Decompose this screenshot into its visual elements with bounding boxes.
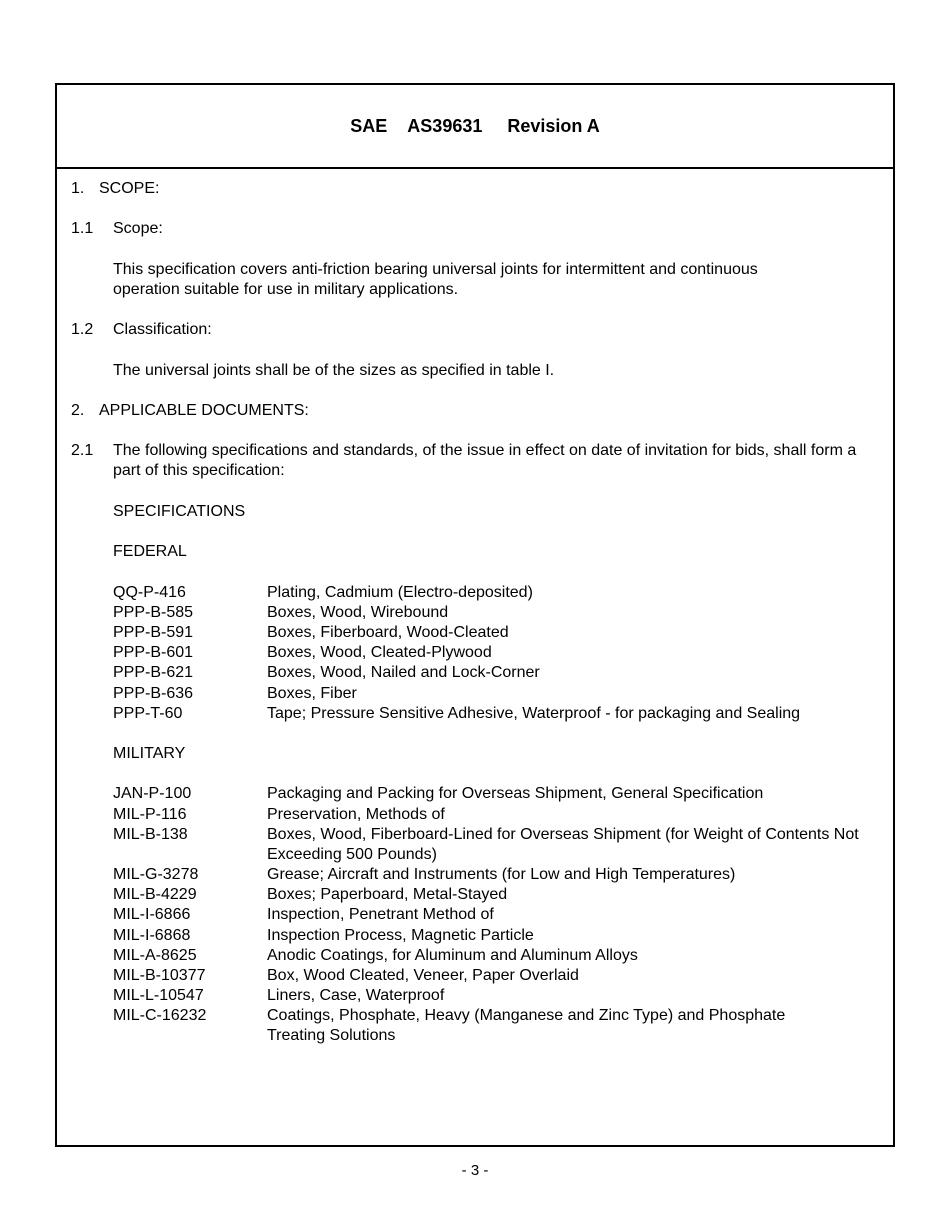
federal-title: Tape; Pressure Sensitive Adhesive, Waterproof - for packaging and Sealing (267, 705, 801, 722)
page-number: - 3 - (461, 1162, 489, 1179)
military-title: Preservation, Methods of (267, 806, 445, 823)
document-header (57, 85, 893, 169)
military-title: Inspection Process, Magnetic Particle (267, 927, 534, 944)
military-code: MIL-G-3278 (113, 866, 199, 883)
federal-code: PPP-B-636 (113, 685, 194, 702)
military-code: MIL-B-10377 (113, 967, 206, 984)
federal-title: Boxes, Wood, Nailed and Lock-Corner (267, 664, 540, 681)
section-1-1-paragraph: This specification covers anti-friction bearing universal joints for intermittent and continuous operation suitable for use in military applications. (113, 261, 758, 299)
section-2-1-number: 2.1 (71, 442, 94, 459)
military-title: Boxes; Paperboard, Metal-Stayed (267, 886, 508, 903)
header-org: SAE (350, 115, 388, 136)
federal-code: PPP-B-621 (113, 664, 194, 681)
section-1-1-title: Scope: (113, 220, 163, 237)
military-title: Inspection, Penetrant Method of (267, 906, 494, 923)
military-code: MIL-I-6866 (113, 906, 191, 923)
section-1-2-title: Classification: (113, 321, 212, 338)
federal-code: PPP-B-591 (113, 624, 194, 641)
military-code: MIL-L-10547 (113, 987, 204, 1004)
military-heading: MILITARY (113, 745, 186, 762)
federal-title: Boxes, Fiber (267, 685, 357, 702)
military-title: Packaging and Packing for Overseas Shipment, General Specification (267, 785, 764, 802)
section-1-2-paragraph: The universal joints shall be of the sizes as specified in table I. (113, 362, 555, 379)
military-title: Boxes, Wood, Fiberboard-Lined for Overseas Shipment (for Weight of Contents Not Exceeding 500 Pounds) (267, 826, 859, 864)
specifications-heading: SPECIFICATIONS (113, 503, 246, 520)
section-1-1-number: 1.1 (71, 220, 94, 237)
federal-title: Plating, Cadmium (Electro-deposited) (267, 584, 533, 601)
federal-code: PPP-B-601 (113, 644, 194, 661)
section-2-1-paragraph: The following specifications and standards, of the issue in effect on date of invitation for bids, shall form a part of this specification: (113, 442, 857, 480)
military-title: Box, Wood Cleated, Veneer, Paper Overlaid (267, 967, 579, 984)
military-code: MIL-A-8625 (113, 947, 197, 964)
federal-title: Boxes, Wood, Cleated-Plywood (267, 644, 492, 661)
section-2-number: 2. (71, 402, 85, 419)
section-1-number: 1. (71, 180, 85, 197)
header-doc-number: AS39631 (407, 115, 483, 136)
federal-code: QQ-P-416 (113, 584, 186, 601)
federal-code: PPP-T-60 (113, 705, 183, 722)
military-title: Grease; Aircraft and Instruments (for Low and High Temperatures) (267, 866, 736, 883)
military-title: Liners, Case, Waterproof (267, 987, 445, 1004)
section-1-title: SCOPE: (99, 180, 160, 197)
military-code: MIL-P-116 (113, 806, 187, 823)
military-code: MIL-B-138 (113, 826, 188, 843)
military-code: MIL-C-16232 (113, 1007, 207, 1024)
document-frame (55, 83, 895, 1147)
military-code: MIL-I-6868 (113, 927, 191, 944)
military-title: Coatings, Phosphate, Heavy (Manganese and Zinc Type) and Phosphate Treating Solutions (267, 1007, 786, 1045)
document-body (57, 169, 893, 1145)
military-code: JAN-P-100 (113, 785, 192, 802)
federal-code: PPP-B-585 (113, 604, 194, 621)
header-revision: Revision A (507, 115, 600, 136)
section-2-title: APPLICABLE DOCUMENTS: (99, 402, 309, 419)
military-title: Anodic Coatings, for Aluminum and Aluminum Alloys (267, 947, 638, 964)
federal-title: Boxes, Fiberboard, Wood-Cleated (267, 624, 509, 641)
section-1-2-number: 1.2 (71, 321, 94, 338)
federal-heading: FEDERAL (113, 543, 187, 560)
military-code: MIL-B-4229 (113, 886, 197, 903)
federal-title: Boxes, Wood, Wirebound (267, 604, 449, 621)
